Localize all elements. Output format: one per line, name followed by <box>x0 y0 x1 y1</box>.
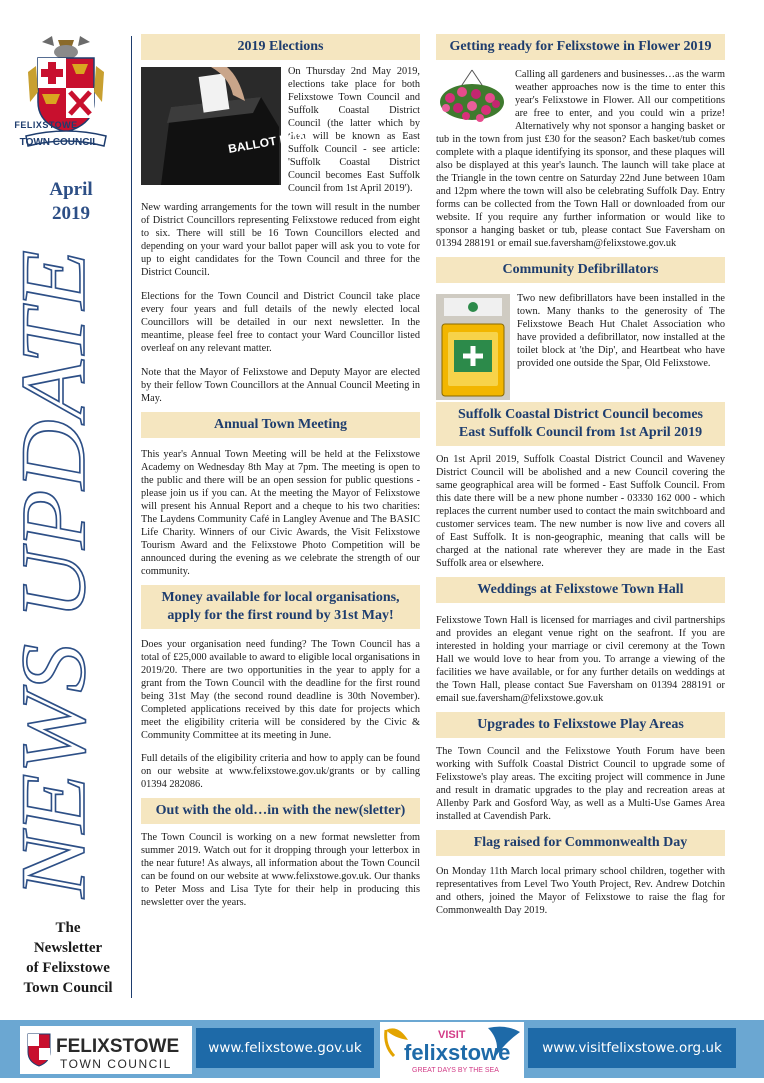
funding-heading-line: Money available for local organisations, <box>161 590 400 605</box>
footer-council-logo <box>20 1026 192 1074</box>
weddings-heading: Weddings at Felixstowe Town Hall <box>436 577 725 603</box>
defibrillator-photo <box>436 294 510 400</box>
defibrillators-text: Two new defibrillators have been installed in the town. Many thanks to the generosity of The Felixstowe Beach Hut Chalet Association who have provided a defibrillator, now installed at the toilet block at 'the Dip', and Heartbeat who have provided one outside the Spar, Old Felixstowe. <box>517 293 725 369</box>
ballot-box-photo <box>141 67 307 185</box>
newsletter-article <box>141 798 420 909</box>
issue-date <box>30 178 112 226</box>
elections-article <box>141 34 420 405</box>
newsletter-heading: Out with the old…in with the new(sletter) <box>141 798 420 824</box>
east-suffolk-text: On 1st April 2019, Suffolk Coastal District Council and Waveney District Council will be abolished and a new Council covering the same geographical area will be formed - East Suffolk Council. From this date there will be a new phone number - 03330 162 000 - which replaces the current number used to contact the main switchboard and customer services team. The new number is now live and covers all of East Suffolk. It is non-geographic, meaning that calls will be charged at the national rate wherever they are made in the East Suffolk area or elsewhere. <box>436 454 725 569</box>
elections-text-1: On Thursday 2nd May 2019, elections take place for both Felixstowe Town Council and Suffolk Coastal District Council (the latter which by then will be known as East Suffolk Council - see article: 'Suffolk Coastal District Council becomes East Suffolk Council from 1st April 2019'). <box>288 66 420 194</box>
issue-month: April <box>49 179 93 200</box>
east-suffolk-article <box>436 402 725 570</box>
crest-council-name: TOWN COUNCIL <box>19 137 99 148</box>
funding-heading <box>141 585 420 629</box>
play-areas-heading: Upgrades to Felixstowe Play Areas <box>436 712 725 738</box>
defibrillators-heading: Community Defibrillators <box>436 257 725 283</box>
vertical-title-text: NEWS UPDATE <box>2 285 104 898</box>
visit-felixstowe-logo <box>380 1022 524 1078</box>
defibrillators-paragraph <box>436 292 725 370</box>
flag-article <box>436 830 725 917</box>
ballot-box-label: BALLOT BOX <box>227 128 307 156</box>
elections-text-3: Elections for the Town Council and District Council take place every four years and full details of the newly elected local Councillors will be detailed in our next newsletter. In the meantime, please feel free to contact your Ward Councillor listed overleaf on any relevant matter. <box>141 291 420 354</box>
council-website-link[interactable]: www.felixstowe.gov.uk <box>196 1028 374 1068</box>
crest-motto: FELIXSTOWE <box>14 120 78 130</box>
annual-meeting-text: This year's Annual Town Meeting will be held at the Felixstowe Academy on Wednesday 8th May at 7pm. The meeting is open to the public and there will be an open session for public questions - please join us if you can. At the meeting the Mayor of Felixstowe will present his Annual Report and a cheque to his two charities: The Laydens Community Café in Langley Avenue and The BASIC Life Charity. Winners of our Civic Awards, the Visit Felixstowe Tourism Award and the Felixstowe Photo Competition will be announced during the evening as we celebrate the strength of our community. <box>141 449 420 577</box>
right-column <box>436 34 725 924</box>
sidebar-divider <box>131 36 132 998</box>
in-flower-text: Calling all gardeners and businesses…as the warm weather approaches now is the time to enter this year's Felixstowe in Flower. All our competitions are free to enter, and you could win a prize! Alternatively why not sponsor a hanging basket or tub in the town from just £30 for the season? Each basket/tub comes complete with a plaque identifying its sponsor, and these plaques will also be displayed at this year's launch. The launch will take place at the Triangle in the town centre on Saturday 22nd June between 10am and 12pm where the town will also be celebrating Suffolk Day. Entry forms can be collected from the Town Hall or downloaded from our website. If you require any further information or would like to sponsor a hanging basket or tub, please contact Sue Faversham on 01394 288191 or email sue.faversham@felixstowe.gov.uk <box>436 69 725 249</box>
funding-text-2: Full details of the eligibility criteria and how to apply can be found on our website at www.felixstowe.gov.uk/grants or by calling 01394 282086. <box>141 753 420 790</box>
sidebar <box>0 0 132 1020</box>
play-areas-text: The Town Council and the Felixstowe Youth Forum have been working with Suffolk Coastal District Council to upgrade some of Felixstowe's play areas. The exciting project will commence in June and result in dramatic upgrades to the play and recreation areas at Allenby Park and Gosford Way, as well as a Multi-Use Games Area installed at Cavendish Park. <box>436 746 725 822</box>
footer-logo-sub: TOWN COUNCIL <box>60 1057 172 1071</box>
weddings-article <box>436 577 725 705</box>
flag-text: On Monday 11th March local primary school children, together with representatives from Level Two Youth Project, Rev. Andrew Dotchin and others, joined the Mayor of Felixstowe to raise the flag for Commonwealth Day 2019. <box>436 866 725 916</box>
play-areas-article <box>436 712 725 823</box>
footer-logo-name: FELIXSTOWE <box>56 1036 180 1057</box>
elections-text-2: New warding arrangements for the town will result in the number of District Councillors representing Felixstowe reduced from eight to six. There will still be 16 Town Councillors elected and depending on your ward your ballot paper will ask you to vote for up to eight candidates for the Town Council and three for the District Council. <box>141 202 420 278</box>
hanging-basket-photo <box>436 70 508 130</box>
newsletter-text: The Town Council is working on a new format newsletter from summer 2019. Watch out for it dropping through your letterbox in the near future! As always, all information about the Town Council can be found on our website at www.felixstowe.gov.uk. Our thanks to Peter Moss and Lisa Tyte for their help in producing this newsletter over the years. <box>141 832 420 908</box>
funding-heading-line: apply for the first round by 31st May! <box>167 608 394 623</box>
flag-heading: Flag raised for Commonwealth Day <box>436 830 725 856</box>
elections-paragraph <box>141 65 420 195</box>
weddings-text: Felixstowe Town Hall is licensed for marriages and civil partnerships and provides an elegant venue right on the seafront. If you are interested in holding your marriage or civil ceremony at the Town Hall we would love to hear from you. To arrange a viewing of the facilities we have available, or for any further details on weddings at the Town Hall, please contact Sue Faversham on 01394 288191 or email sue.faversham@felixstowe.gov.uk <box>436 615 725 704</box>
east-suffolk-heading-line: East Suffolk Council from 1st April 2019 <box>458 425 703 440</box>
elections-heading: 2019 Elections <box>141 34 420 60</box>
tagline-line: Newsletter <box>33 940 103 956</box>
visit-logo-top: VISIT <box>438 1029 466 1041</box>
in-flower-heading: Getting ready for Felixstowe in Flower 2019 <box>436 34 725 60</box>
east-suffolk-heading-line: Suffolk Coastal District Council becomes <box>458 407 703 422</box>
in-flower-article <box>436 34 725 250</box>
tagline-line: of Felixstowe <box>26 960 110 976</box>
middle-column <box>141 34 420 916</box>
tagline-line: The <box>55 920 81 936</box>
funding-article <box>141 585 420 791</box>
visit-website-link[interactable]: www.visitfelixstowe.org.uk <box>528 1028 736 1068</box>
issue-year: 2019 <box>52 203 90 224</box>
east-suffolk-heading <box>436 402 725 446</box>
funding-text-1: Does your organisation need funding? The Town Council has a total of £25,000 available to award to eligible local organisations in 2019/20. There are two opportunities in the year to apply for a grant from the Town Council with the deadline for the first round being 31st May (the second round deadline is 30th November). Completed applications received by this date for projects which meet the eligibility criteria will be considered by the Civic & Community Committee at its meeting in June. <box>141 639 420 741</box>
footer <box>0 1020 764 1078</box>
visit-logo-tagline: GREAT DAYS BY THE SEA <box>412 1067 499 1074</box>
visit-logo-name: felixstowe <box>404 1040 511 1065</box>
vertical-title <box>2 246 122 906</box>
annual-meeting-heading: Annual Town Meeting <box>141 412 420 438</box>
newsletter-tagline <box>14 918 122 998</box>
in-flower-paragraph <box>436 68 725 250</box>
elections-text-4: Note that the Mayor of Felixstowe and Deputy Mayor are elected by their fellow Town Councillors at the Annual Council Meeting in May. <box>141 367 420 404</box>
annual-meeting-article <box>141 412 420 578</box>
tagline-line: Town Council <box>23 980 113 996</box>
defibrillators-article <box>436 257 725 370</box>
